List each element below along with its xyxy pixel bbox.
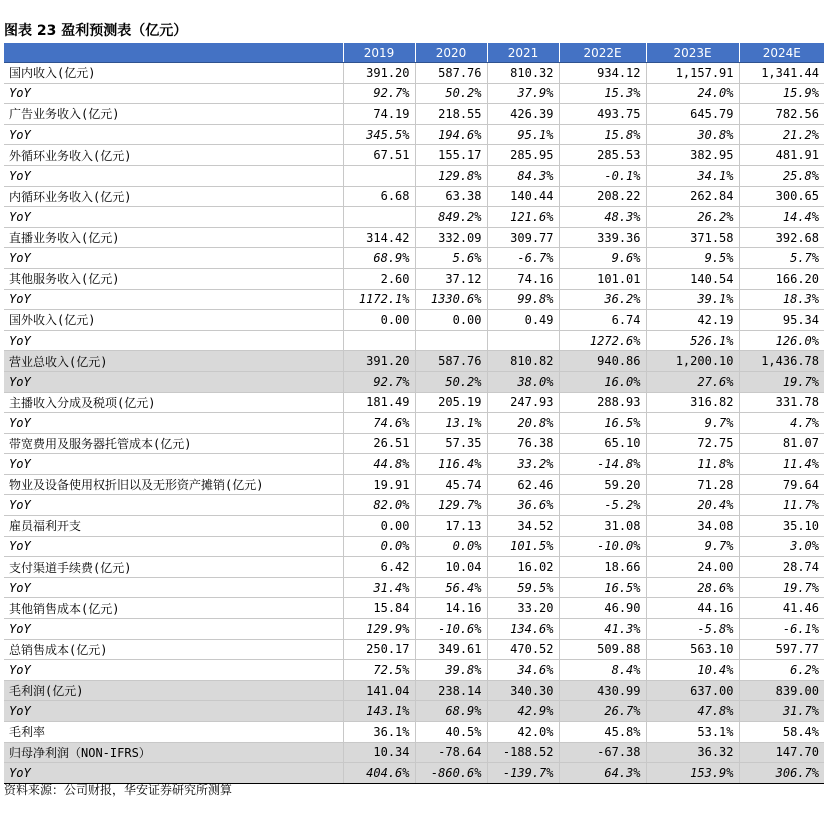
value-cell: 31.08 (559, 516, 646, 537)
value-cell (343, 207, 415, 228)
header-year: 2022E (559, 43, 646, 63)
value-cell: 126.0% (739, 330, 824, 351)
value-cell: 10.4% (646, 660, 739, 681)
value-cell: 11.7% (739, 495, 824, 516)
metric-row (4, 680, 824, 701)
value-cell: 58.4% (739, 722, 824, 743)
value-cell: 493.75 (559, 104, 646, 125)
value-cell: -5.8% (646, 619, 739, 640)
value-cell: 39.1% (646, 289, 739, 310)
value-cell: 40.5% (415, 722, 487, 743)
header-label-cell (4, 43, 343, 63)
metric-row (4, 742, 824, 763)
value-cell: 36.32 (646, 742, 739, 763)
value-cell: 34.52 (487, 516, 559, 537)
value-cell: 597.77 (739, 639, 824, 660)
value-cell: 4.7% (739, 413, 824, 434)
value-cell: 339.36 (559, 227, 646, 248)
value-cell: 129.9% (343, 619, 415, 640)
value-cell: 470.52 (487, 639, 559, 660)
value-cell: 37.12 (415, 268, 487, 289)
row-label: YoY (4, 536, 343, 557)
value-cell: 1,436.78 (739, 351, 824, 372)
yoy-row (4, 207, 824, 228)
value-cell: 9.5% (646, 248, 739, 269)
metric-row (4, 310, 824, 331)
value-cell: 42.19 (646, 310, 739, 331)
value-cell: 72.5% (343, 660, 415, 681)
row-label: 总销售成本(亿元) (4, 639, 343, 660)
value-cell: 10.04 (415, 557, 487, 578)
row-label: 其他销售成本(亿元) (4, 598, 343, 619)
value-cell: -67.38 (559, 742, 646, 763)
metric-row (4, 104, 824, 125)
yoy-row (4, 248, 824, 269)
value-cell: -10.0% (559, 536, 646, 557)
value-cell: 0.0% (343, 536, 415, 557)
value-cell: 59.20 (559, 474, 646, 495)
value-cell: 48.3% (559, 207, 646, 228)
value-cell: 1,200.10 (646, 351, 739, 372)
value-cell: 2.60 (343, 268, 415, 289)
value-cell: 19.7% (739, 371, 824, 392)
value-cell: 26.2% (646, 207, 739, 228)
value-cell: 194.6% (415, 124, 487, 145)
value-cell: 17.13 (415, 516, 487, 537)
row-label: YoY (4, 454, 343, 475)
row-label: YoY (4, 577, 343, 598)
row-label: YoY (4, 413, 343, 434)
value-cell: -0.1% (559, 165, 646, 186)
value-cell: 9.7% (646, 413, 739, 434)
row-label: 带宽费用及服务器托管成本(亿元) (4, 433, 343, 454)
value-cell: 1330.6% (415, 289, 487, 310)
value-cell: 68.9% (415, 701, 487, 722)
value-cell: 526.1% (646, 330, 739, 351)
value-cell: 20.4% (646, 495, 739, 516)
value-cell: 99.8% (487, 289, 559, 310)
value-cell: 1,341.44 (739, 63, 824, 84)
value-cell: 42.0% (487, 722, 559, 743)
row-label: YoY (4, 495, 343, 516)
value-cell: 849.2% (415, 207, 487, 228)
value-cell: 14.4% (739, 207, 824, 228)
source-note: 资料来源：公司财报，华安证券研究所测算 (4, 783, 233, 797)
value-cell: 563.10 (646, 639, 739, 660)
value-cell: 153.9% (646, 763, 739, 784)
value-cell: 16.5% (559, 577, 646, 598)
value-cell: 53.1% (646, 722, 739, 743)
value-cell: 76.38 (487, 433, 559, 454)
value-cell: 288.93 (559, 392, 646, 413)
value-cell: 349.61 (415, 639, 487, 660)
value-cell: 140.54 (646, 268, 739, 289)
value-cell: 404.6% (343, 763, 415, 784)
value-cell: 18.3% (739, 289, 824, 310)
value-cell: 57.35 (415, 433, 487, 454)
value-cell: 26.7% (559, 701, 646, 722)
row-label: 归母净利润（NON-IFRS） (4, 742, 343, 763)
value-cell: 45.8% (559, 722, 646, 743)
value-cell: -139.7% (487, 763, 559, 784)
value-cell: 11.4% (739, 454, 824, 475)
value-cell: 30.8% (646, 124, 739, 145)
value-cell: 74.16 (487, 268, 559, 289)
value-cell: 147.70 (739, 742, 824, 763)
row-label: YoY (4, 619, 343, 640)
value-cell: 345.5% (343, 124, 415, 145)
value-cell: -14.8% (559, 454, 646, 475)
header-year: 2021 (487, 43, 559, 63)
value-cell: 238.14 (415, 680, 487, 701)
value-cell: 314.42 (343, 227, 415, 248)
value-cell: 392.68 (739, 227, 824, 248)
value-cell: 36.1% (343, 722, 415, 743)
value-cell: 72.75 (646, 433, 739, 454)
value-cell: 218.55 (415, 104, 487, 125)
value-cell: 140.44 (487, 186, 559, 207)
metric-row (4, 639, 824, 660)
value-cell: 34.6% (487, 660, 559, 681)
header-year: 2023E (646, 43, 739, 63)
yoy-row (4, 660, 824, 681)
value-cell: 141.04 (343, 680, 415, 701)
value-cell: 0.00 (415, 310, 487, 331)
row-label: YoY (4, 124, 343, 145)
metric-row (4, 351, 824, 372)
row-label: YoY (4, 660, 343, 681)
value-cell: 587.76 (415, 63, 487, 84)
value-cell: 316.82 (646, 392, 739, 413)
value-cell: 13.1% (415, 413, 487, 434)
value-cell: 28.6% (646, 577, 739, 598)
row-label: 国外收入(亿元) (4, 310, 343, 331)
value-cell: 340.30 (487, 680, 559, 701)
value-cell: 65.10 (559, 433, 646, 454)
value-cell: 143.1% (343, 701, 415, 722)
value-cell: 101.01 (559, 268, 646, 289)
value-cell: 47.8% (646, 701, 739, 722)
value-cell: 92.7% (343, 83, 415, 104)
value-cell: 59.5% (487, 577, 559, 598)
value-cell: 11.8% (646, 454, 739, 475)
value-cell: -6.7% (487, 248, 559, 269)
value-cell: 205.19 (415, 392, 487, 413)
value-cell: 391.20 (343, 63, 415, 84)
value-cell: 20.8% (487, 413, 559, 434)
value-cell (415, 330, 487, 351)
row-label: 毛利率 (4, 722, 343, 743)
row-label: 内循环业务收入(亿元) (4, 186, 343, 207)
value-cell: 9.7% (646, 536, 739, 557)
yoy-row (4, 83, 824, 104)
value-cell: 64.3% (559, 763, 646, 784)
value-cell: 9.6% (559, 248, 646, 269)
value-cell: 430.99 (559, 680, 646, 701)
value-cell: 121.6% (487, 207, 559, 228)
value-cell: 101.5% (487, 536, 559, 557)
value-cell: 15.3% (559, 83, 646, 104)
value-cell: 74.6% (343, 413, 415, 434)
value-cell: 934.12 (559, 63, 646, 84)
metric-row (4, 598, 824, 619)
row-label: YoY (4, 83, 343, 104)
value-cell: 782.56 (739, 104, 824, 125)
value-cell: 46.90 (559, 598, 646, 619)
value-cell: 41.3% (559, 619, 646, 640)
value-cell: 0.00 (343, 516, 415, 537)
value-cell: 50.2% (415, 371, 487, 392)
yoy-row (4, 165, 824, 186)
value-cell: 74.19 (343, 104, 415, 125)
metric-row (4, 474, 824, 495)
yoy-row (4, 371, 824, 392)
value-cell: -78.64 (415, 742, 487, 763)
value-cell: 309.77 (487, 227, 559, 248)
value-cell: 71.28 (646, 474, 739, 495)
value-cell: 44.16 (646, 598, 739, 619)
value-cell: 19.7% (739, 577, 824, 598)
value-cell: 331.78 (739, 392, 824, 413)
value-cell: 1272.6% (559, 330, 646, 351)
value-cell: 63.38 (415, 186, 487, 207)
row-label: 营业总收入(亿元) (4, 351, 343, 372)
value-cell: 36.6% (487, 495, 559, 516)
value-cell: 18.66 (559, 557, 646, 578)
value-cell: 181.49 (343, 392, 415, 413)
row-label: 雇员福利开支 (4, 516, 343, 537)
value-cell: 31.7% (739, 701, 824, 722)
value-cell: 587.76 (415, 351, 487, 372)
value-cell: 24.0% (646, 83, 739, 104)
value-cell: 34.08 (646, 516, 739, 537)
row-label: 广告业务收入(亿元) (4, 104, 343, 125)
yoy-row (4, 577, 824, 598)
value-cell: 0.00 (343, 310, 415, 331)
value-cell: 129.7% (415, 495, 487, 516)
value-cell: 382.95 (646, 145, 739, 166)
value-cell: 33.2% (487, 454, 559, 475)
value-cell: 155.17 (415, 145, 487, 166)
row-label: 外循环业务收入(亿元) (4, 145, 343, 166)
value-cell: 21.2% (739, 124, 824, 145)
yoy-row (4, 454, 824, 475)
row-label: 支付渠道手续费(亿元) (4, 557, 343, 578)
header-year: 2020 (415, 43, 487, 63)
value-cell: 68.9% (343, 248, 415, 269)
metric-row (4, 722, 824, 743)
row-label: 物业及设备使用权折旧以及无形资产摊销(亿元) (4, 474, 343, 495)
value-cell: 15.9% (739, 83, 824, 104)
value-cell: -188.52 (487, 742, 559, 763)
value-cell: 116.4% (415, 454, 487, 475)
value-cell: 67.51 (343, 145, 415, 166)
yoy-row (4, 330, 824, 351)
value-cell: 285.95 (487, 145, 559, 166)
value-cell: 25.8% (739, 165, 824, 186)
value-cell (487, 330, 559, 351)
value-cell: 3.0% (739, 536, 824, 557)
value-cell: 14.16 (415, 598, 487, 619)
metric-row (4, 227, 824, 248)
yoy-row (4, 701, 824, 722)
value-cell: 509.88 (559, 639, 646, 660)
value-cell: 332.09 (415, 227, 487, 248)
value-cell: 16.0% (559, 371, 646, 392)
value-cell: 41.46 (739, 598, 824, 619)
value-cell: 44.8% (343, 454, 415, 475)
value-cell: 10.34 (343, 742, 415, 763)
metric-row (4, 516, 824, 537)
value-cell: 810.32 (487, 63, 559, 84)
value-cell: 95.1% (487, 124, 559, 145)
value-cell: -5.2% (559, 495, 646, 516)
value-cell: 56.4% (415, 577, 487, 598)
value-cell: 839.00 (739, 680, 824, 701)
value-cell (343, 165, 415, 186)
value-cell: -860.6% (415, 763, 487, 784)
value-cell: 6.42 (343, 557, 415, 578)
value-cell: 15.8% (559, 124, 646, 145)
value-cell: 81.07 (739, 433, 824, 454)
metric-row (4, 433, 824, 454)
metric-row (4, 392, 824, 413)
value-cell: 15.84 (343, 598, 415, 619)
value-cell: 35.10 (739, 516, 824, 537)
value-cell (343, 330, 415, 351)
header-year: 2019 (343, 43, 415, 63)
value-cell: 31.4% (343, 577, 415, 598)
value-cell: 285.53 (559, 145, 646, 166)
yoy-row (4, 413, 824, 434)
value-cell: 306.7% (739, 763, 824, 784)
row-label: 直播业务收入(亿元) (4, 227, 343, 248)
value-cell: 5.6% (415, 248, 487, 269)
value-cell: 27.6% (646, 371, 739, 392)
value-cell: 208.22 (559, 186, 646, 207)
value-cell: 79.64 (739, 474, 824, 495)
value-cell: 645.79 (646, 104, 739, 125)
value-cell: 45.74 (415, 474, 487, 495)
metric-row (4, 557, 824, 578)
metric-row (4, 186, 824, 207)
value-cell: 0.0% (415, 536, 487, 557)
value-cell: 810.82 (487, 351, 559, 372)
value-cell: 38.0% (487, 371, 559, 392)
value-cell: 134.6% (487, 619, 559, 640)
header-year: 2024E (739, 43, 824, 63)
yoy-row (4, 124, 824, 145)
value-cell: 391.20 (343, 351, 415, 372)
value-cell: 28.74 (739, 557, 824, 578)
row-label: YoY (4, 165, 343, 186)
value-cell: 36.2% (559, 289, 646, 310)
value-cell: 16.02 (487, 557, 559, 578)
metric-row (4, 63, 824, 84)
value-cell: 8.4% (559, 660, 646, 681)
header-row (4, 43, 824, 63)
value-cell: 166.20 (739, 268, 824, 289)
figure-title: 图表 23 盈利预测表（亿元） (4, 23, 188, 39)
value-cell: 6.2% (739, 660, 824, 681)
value-cell: 129.8% (415, 165, 487, 186)
value-cell: 24.00 (646, 557, 739, 578)
row-label: YoY (4, 701, 343, 722)
value-cell: 34.1% (646, 165, 739, 186)
value-cell: 19.91 (343, 474, 415, 495)
row-label: YoY (4, 371, 343, 392)
metric-row (4, 268, 824, 289)
value-cell: 637.00 (646, 680, 739, 701)
table-body (4, 63, 824, 784)
row-label: YoY (4, 330, 343, 351)
value-cell: 16.5% (559, 413, 646, 434)
yoy-row (4, 619, 824, 640)
value-cell: -10.6% (415, 619, 487, 640)
value-cell: 247.93 (487, 392, 559, 413)
metric-row (4, 145, 824, 166)
row-label: YoY (4, 207, 343, 228)
value-cell: 481.91 (739, 145, 824, 166)
value-cell: 26.51 (343, 433, 415, 454)
value-cell: 426.39 (487, 104, 559, 125)
forecast-table (4, 43, 824, 784)
row-label: 主播收入分成及税项(亿元) (4, 392, 343, 413)
value-cell: 82.0% (343, 495, 415, 516)
yoy-row (4, 289, 824, 310)
value-cell: 95.34 (739, 310, 824, 331)
yoy-row (4, 536, 824, 557)
row-label: YoY (4, 763, 343, 784)
value-cell: 0.49 (487, 310, 559, 331)
value-cell: 6.74 (559, 310, 646, 331)
row-label: YoY (4, 289, 343, 310)
value-cell: 84.3% (487, 165, 559, 186)
value-cell: -6.1% (739, 619, 824, 640)
value-cell: 39.8% (415, 660, 487, 681)
row-label: 毛利润(亿元) (4, 680, 343, 701)
value-cell: 37.9% (487, 83, 559, 104)
row-label: 国内收入(亿元) (4, 63, 343, 84)
value-cell: 50.2% (415, 83, 487, 104)
value-cell: 1,157.91 (646, 63, 739, 84)
value-cell: 42.9% (487, 701, 559, 722)
value-cell: 92.7% (343, 371, 415, 392)
value-cell: 62.46 (487, 474, 559, 495)
row-label: YoY (4, 248, 343, 269)
value-cell: 1172.1% (343, 289, 415, 310)
value-cell: 940.86 (559, 351, 646, 372)
value-cell: 6.68 (343, 186, 415, 207)
value-cell: 250.17 (343, 639, 415, 660)
row-label: 其他服务收入(亿元) (4, 268, 343, 289)
value-cell: 5.7% (739, 248, 824, 269)
value-cell: 371.58 (646, 227, 739, 248)
yoy-row (4, 495, 824, 516)
value-cell: 300.65 (739, 186, 824, 207)
value-cell: 33.20 (487, 598, 559, 619)
value-cell: 262.84 (646, 186, 739, 207)
